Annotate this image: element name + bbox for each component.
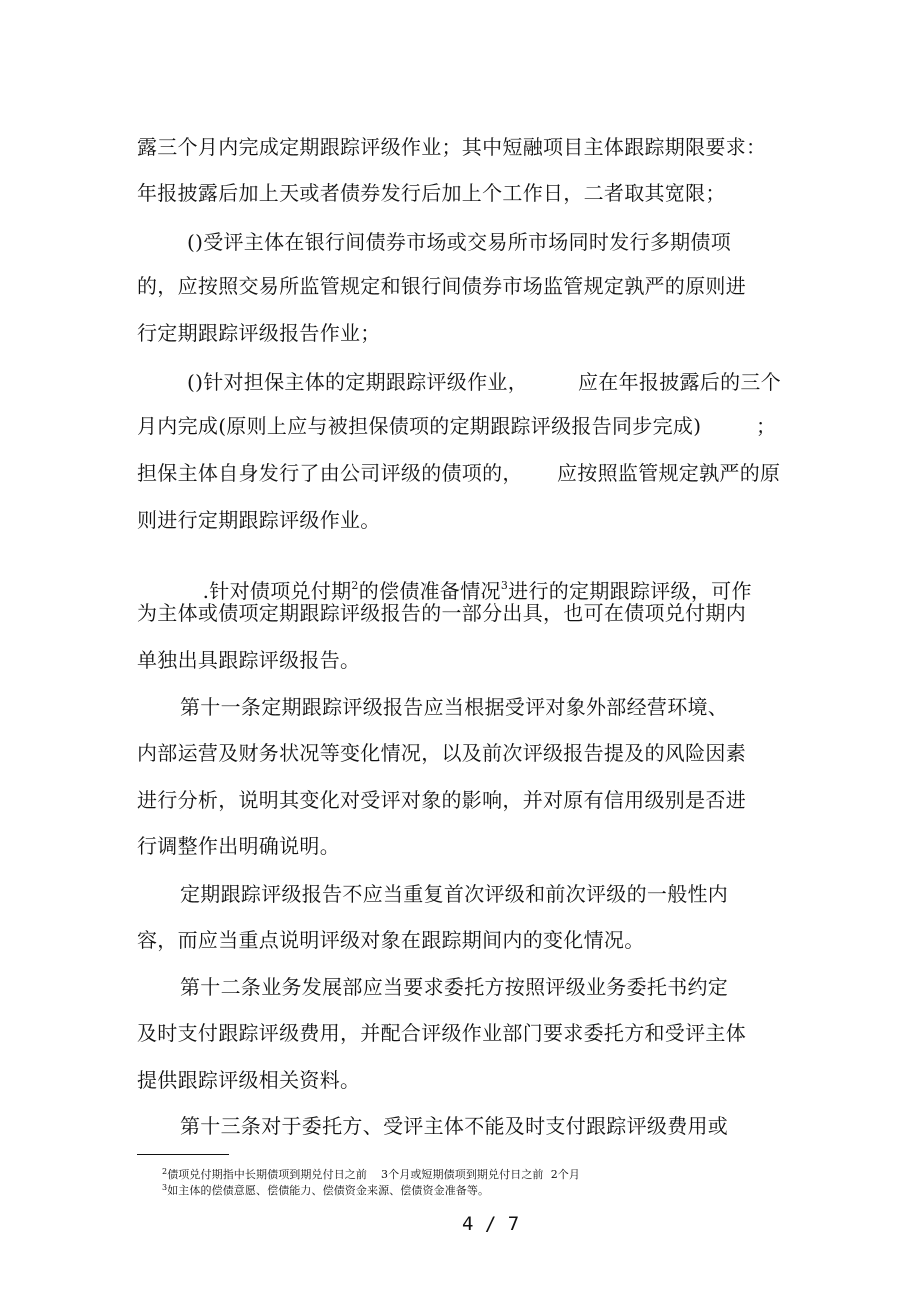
text-line: 容，而应当重点说明评级对象在跟踪期间内的变化情况。 [137, 928, 645, 952]
text-line: 提供跟踪评级相关资料。 [137, 1068, 361, 1092]
text-line: 单独出具跟踪评级报告。 [137, 648, 361, 672]
text-line: 第十二条业务发展部应当要求委托方按照评级业务委托书约定 [180, 975, 729, 999]
footnote-3: $^3$如主体的偿债意愿、偿债能力、偿债资金来源、偿债资金准备等。 [162, 1183, 490, 1197]
text-line: ()针对担保主体的定期跟踪评级作业， [187, 370, 529, 394]
text-line: 及时支付跟踪评级费用，并配合评级作业部门要求委托方和受评主体 [137, 1021, 746, 1045]
text-line: ； [756, 414, 777, 438]
text-line: ()受评主体在银行间债券市场或交易所市场同时发行多期债项 [187, 230, 732, 254]
text-line: 第十一条定期跟踪评级报告应当根据受评对象外部经营环境、 [180, 695, 729, 719]
text-line: 年报披露后加上天或者债券发行后加上个工作日，二者取其宽限； [137, 181, 726, 205]
text-line: 定期跟踪评级报告不应当重复首次评级和前次评级的一般性内 [180, 882, 729, 906]
text-line: 应在年报披露后的三个 [578, 370, 781, 394]
footnote-ref: 3 [500, 579, 509, 592]
text-line: 担保主体自身发行了由公司评级的债项的， [137, 461, 523, 485]
text-line: 行定期跟踪评级报告作业； [137, 321, 381, 345]
footnote-2: $^2$债项兑付期指中长期债项到期兑付日之前 3个月或短期债项到期兑付日之前 2个月 [162, 1167, 581, 1181]
text-line: 月内完成(原则上应与被担保债项的定期跟踪评级报告同步完成) [137, 414, 702, 438]
text-line: 行调整作出明确说明。 [137, 834, 340, 858]
text-line: 第十三条对于委托方、受评主体不能及时支付跟踪评级费用或 [180, 1114, 729, 1138]
footnote-divider [137, 1154, 229, 1155]
text-line: 内部运营及财务状况等变化情况，以及前次评级报告提及的风险因素 [137, 741, 746, 765]
page-number: 4 / 7 [462, 1213, 520, 1235]
text-line: 则进行定期跟踪评级作业。 [137, 508, 381, 532]
text-line: 为主体或债项定期跟踪评级报告的一部分出具，也可在债项兑付期内 [137, 601, 746, 625]
footnote-ref: 2 [351, 579, 359, 592]
text-line: 应按照监管规定孰严的原 [557, 461, 781, 485]
text-line: 的，应按照交易所监管规定和银行间债券市场监管规定孰严的原则进 [137, 274, 746, 298]
text-line: 露三个月内完成定期跟踪评级作业；其中短融项目主体跟踪期限要求： [137, 135, 767, 159]
text-line: 进行分析，说明其变化对受评对象的影响，并对原有信用级别是否进 [137, 788, 746, 812]
text-line: .针对债项兑付期$^2$的偿债准备情况$^3$进行的定期跟踪评级，可作 [202, 579, 752, 603]
